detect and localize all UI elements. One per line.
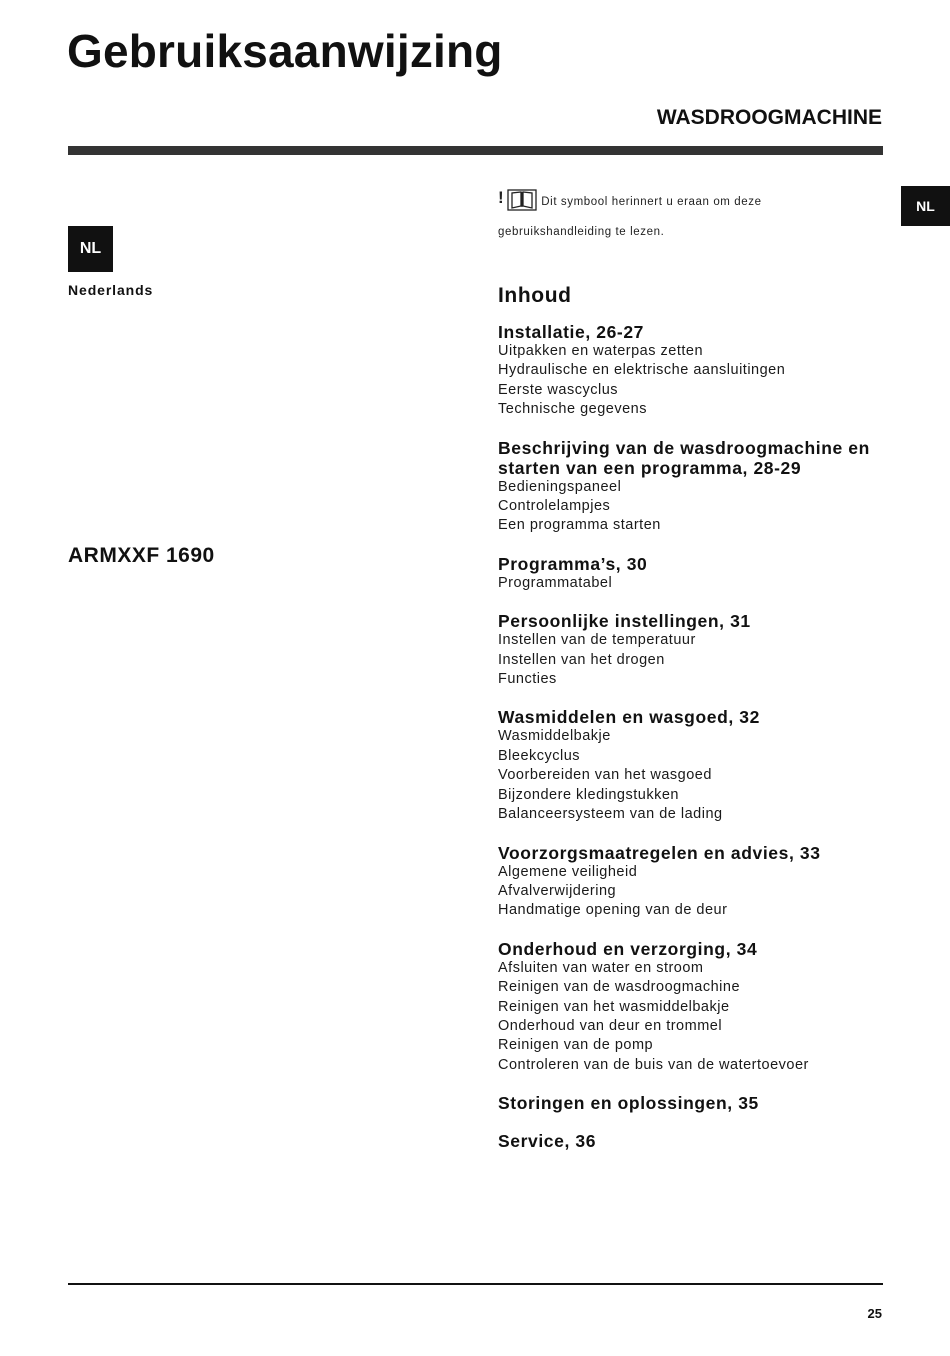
toc-section-title: Voorzorgsmaatregelen en advies, 33 xyxy=(498,842,821,863)
toc-section xyxy=(498,438,898,536)
toc-item: Hydraulische en elektrische aansluitingen xyxy=(498,362,786,379)
toc-section-title: Onderhoud en verzorging, 34 xyxy=(498,938,758,959)
toc-item: Controleren van de buis van de watertoevoer xyxy=(498,1056,809,1073)
toc-sections xyxy=(498,322,898,1151)
notice-text: Dit symbool herinnert u eraan om deze gebruikshandleiding te lezen. xyxy=(498,196,762,238)
toc-section-title: Wasmiddelen en wasgoed, 32 xyxy=(498,707,760,728)
toc-item: Afvalverwijdering xyxy=(498,882,617,899)
toc-item: Een programma starten xyxy=(498,517,661,534)
toc-section-title: Beschrijving van de wasdroogmachine en starten van een programma, 28-29 xyxy=(498,437,870,478)
toc-item: Reinigen van het wasmiddelbakje xyxy=(498,998,730,1015)
toc-item: Bijzondere kledingstukken xyxy=(498,786,679,803)
footer-divider xyxy=(68,1283,883,1285)
toc-item: Bedieningspaneel xyxy=(498,478,622,495)
toc-item: Instellen van de temperatuur xyxy=(498,632,696,649)
toc-item: Instellen van het drogen xyxy=(498,651,665,668)
book-icon xyxy=(507,189,537,220)
toc-section xyxy=(498,322,898,420)
toc-section-title: Installatie, 26-27 xyxy=(498,322,645,342)
toc-item: Wasmiddelbakje xyxy=(498,728,611,745)
toc-item: Algemene veiligheid xyxy=(498,863,638,880)
toc-item: Controlelampjes xyxy=(498,498,611,515)
toc-section xyxy=(498,1093,898,1113)
toc-item: Eerste wascyclus xyxy=(498,381,619,398)
toc-item: Functies xyxy=(498,671,557,688)
toc-section-title: Programma’s, 30 xyxy=(498,553,648,574)
toc-item: Afsluiten van water en stroom xyxy=(498,959,704,976)
warning-symbol: ! xyxy=(498,188,505,207)
toc-section-title: Service, 36 xyxy=(498,1131,597,1152)
toc-section xyxy=(498,939,898,1075)
toc-section xyxy=(498,611,898,689)
toc-item: Uitpakken en waterpas zetten xyxy=(498,343,704,359)
toc-item: Programmatabel xyxy=(498,574,613,591)
table-of-contents xyxy=(498,283,898,1169)
toc-section xyxy=(498,1131,898,1151)
read-manual-notice xyxy=(498,186,798,244)
toc-item: Reinigen van de wasdroogmachine xyxy=(498,979,741,996)
product-type: WASDROOGMACHINE xyxy=(656,106,882,129)
toc-heading: Inhoud xyxy=(498,284,572,307)
toc-section xyxy=(498,843,898,921)
toc-item: Reinigen van de pomp xyxy=(498,1037,654,1054)
toc-section-title: Storingen en oplossingen, 35 xyxy=(498,1093,759,1114)
page-number: 25 xyxy=(867,1306,882,1321)
language-code-badge: NL xyxy=(68,226,113,272)
toc-section xyxy=(498,554,898,593)
language-name: Nederlands xyxy=(68,282,154,298)
toc-section xyxy=(498,707,898,824)
toc-item: Voorbereiden van het wasgoed xyxy=(498,767,712,784)
toc-item: Bleekcyclus xyxy=(498,747,581,764)
toc-item: Handmatige opening van de deur xyxy=(498,902,728,919)
toc-item: Technische gegevens xyxy=(498,401,647,418)
language-side-tab: NL xyxy=(901,186,950,226)
toc-section-title: Persoonlijke instellingen, 31 xyxy=(498,611,751,632)
toc-item: Onderhoud van deur en trommel xyxy=(498,1017,723,1034)
header-divider xyxy=(68,146,883,155)
page-title: Gebruiksaanwijzing xyxy=(67,25,503,77)
toc-item: Balanceersysteem van de lading xyxy=(498,806,723,823)
model-number: ARMXXF 1690 xyxy=(68,544,215,567)
